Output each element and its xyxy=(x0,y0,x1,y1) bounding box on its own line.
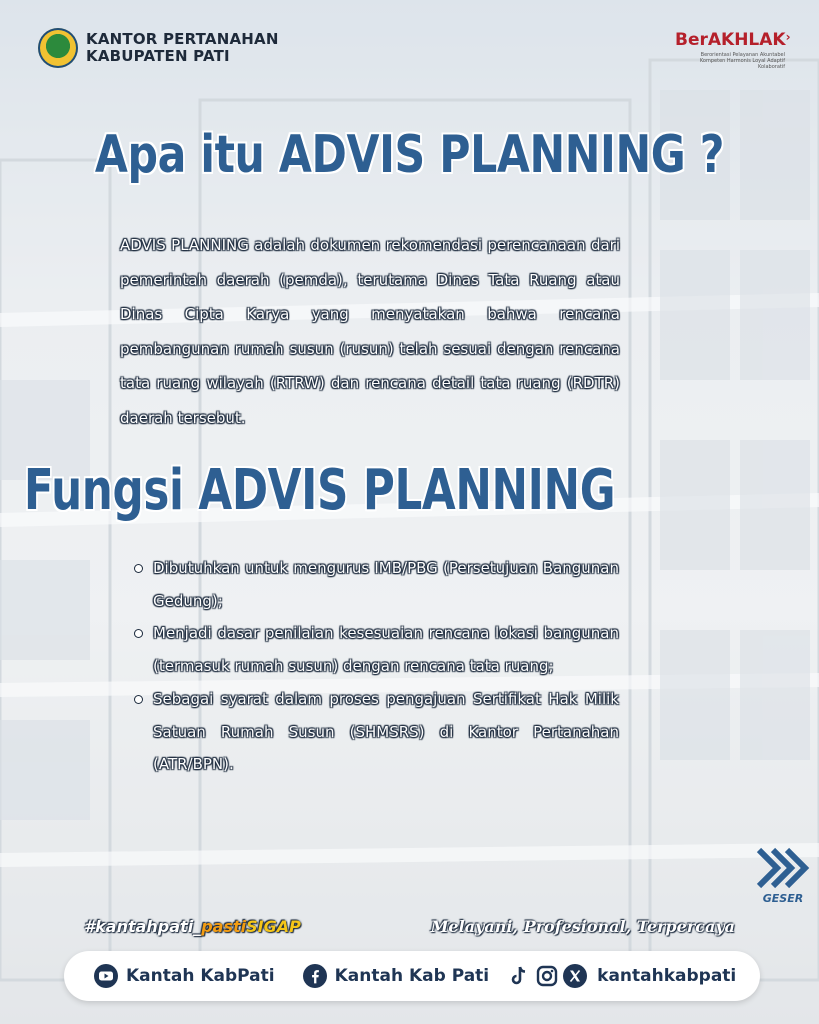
list-item-text: Menjadi dasar penilaian kesesuaian rencana lokasi bangunan (termasuk rumah susun) dengan rencana tata ruang; xyxy=(153,624,619,676)
fungsi-list xyxy=(135,552,619,781)
berakhlak-arrow-icon: › xyxy=(785,30,791,44)
list-item-text: Dibutuhkan untuk mengurus IMB/PBG (Persetujuan Bangunan Gedung); xyxy=(153,559,619,610)
berakhlak-title xyxy=(675,30,791,50)
list-item-text: Sebagai syarat dalam proses pengajuan Sertifikat Hak Milik Satuan Rumah Susun (SHMSRS) di Kantor Pertanahan (ATR/BPN). xyxy=(153,689,619,774)
motto: Melayani, Profesional, Terpercaya xyxy=(430,917,735,936)
berakhlak-title-ber: Ber xyxy=(675,30,708,50)
youtube-label: Kantah KabPati xyxy=(126,966,275,986)
bullet-icon xyxy=(135,696,142,703)
berakhlak-title-akhlak: AKHLAK xyxy=(707,30,786,50)
facebook-label: Kantah Kab Pati xyxy=(334,966,490,986)
hashtag-part-1: #kantahpati_ xyxy=(84,917,202,936)
youtube-icon xyxy=(94,964,118,988)
social-handle-label: kantahkabpati xyxy=(597,966,737,986)
logo-line-1: KANTOR PERTANAHAN xyxy=(86,30,279,48)
section1-title: Apa itu ADVIS PLANNING ? xyxy=(94,125,725,185)
tiktok-icon xyxy=(507,964,531,988)
logo-line-2: KABUPATEN PATI xyxy=(86,47,230,65)
list-item xyxy=(135,617,619,682)
swipe-label: GESER xyxy=(762,892,804,905)
instagram-icon xyxy=(535,964,559,988)
list-item xyxy=(135,683,619,781)
atr-bpn-emblem-icon xyxy=(38,28,78,68)
social-media-bar xyxy=(64,951,760,1001)
berakhlak-logo xyxy=(675,30,791,70)
social-handle-link[interactable] xyxy=(507,964,736,988)
hashtag xyxy=(84,917,301,936)
chevron-double-right-icon xyxy=(755,846,811,890)
berakhlak-tagline: Berorientasi Pelayanan Akuntabel Kompeten Harmonis Loyal Adaptif Kolaboratif xyxy=(699,52,785,70)
swipe-indicator[interactable] xyxy=(755,846,811,905)
facebook-icon xyxy=(303,964,327,988)
logo-text xyxy=(86,31,279,65)
bullet-icon xyxy=(135,630,142,637)
section1-paragraph: ADVIS PLANNING adalah dokumen rekomendasi perencanaan dari pemerintah daerah (pemda), terutama Dinas Tata Ruang atau Dinas Cipta Karya yang menyatakan bahwa rencana pembangunan rumah susun (rusun) telah sesuai dengan rencana tata ruang wilayah (RTRW) dan rencana detail tata ruang (RDTR) daerah tersebut. xyxy=(120,236,620,427)
youtube-link[interactable] xyxy=(94,964,275,988)
hashtag-part-2: pasti xyxy=(201,917,247,936)
hashtag-part-3: SIGAP xyxy=(246,917,301,936)
bullet-icon xyxy=(135,565,142,572)
section2-title: Fungsi ADVIS PLANNING xyxy=(23,458,616,523)
kantor-pertanahan-logo xyxy=(38,28,279,68)
x-twitter-icon xyxy=(563,964,587,988)
list-item xyxy=(135,552,619,617)
facebook-link[interactable] xyxy=(303,964,490,988)
